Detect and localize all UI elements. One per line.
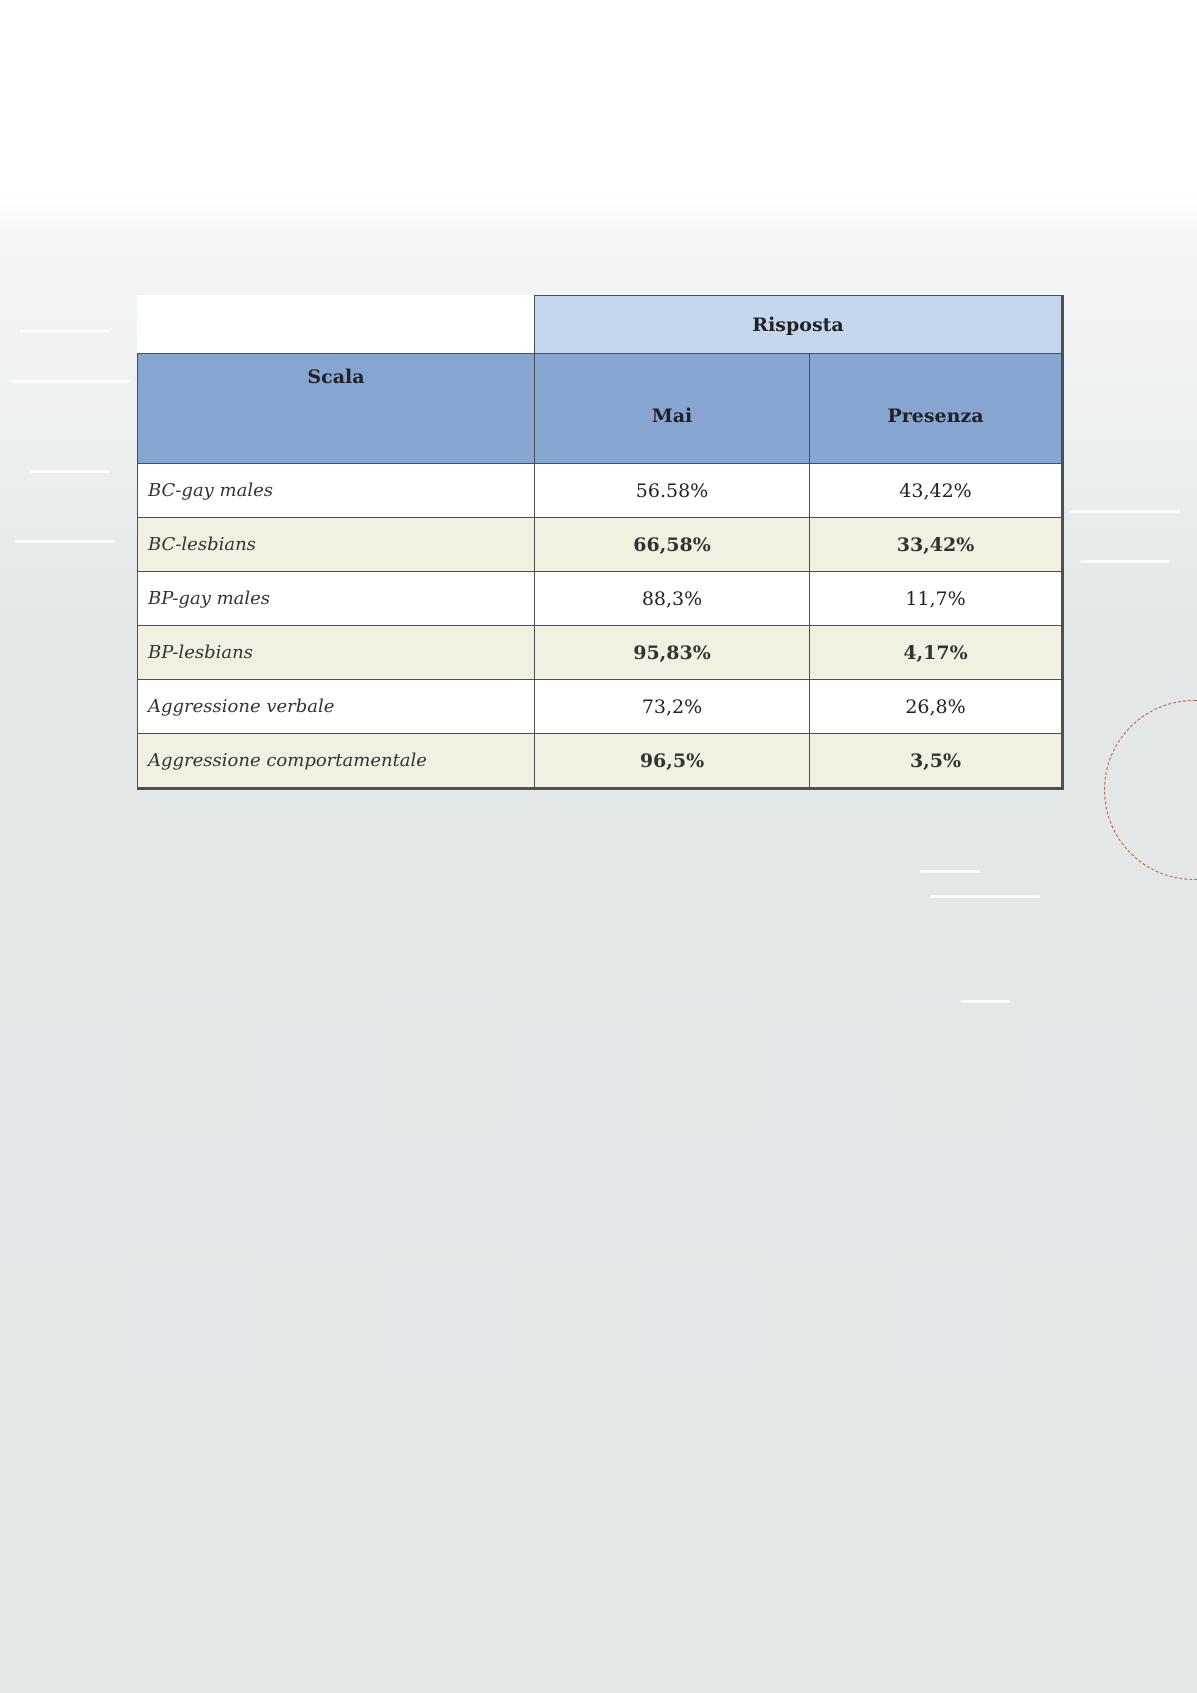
mai-value: 73,2% xyxy=(535,680,810,734)
table-row xyxy=(138,518,1063,572)
row-label: Aggressione verbale xyxy=(138,680,535,734)
header-presenza: Presenza xyxy=(810,354,1063,464)
brush-streak xyxy=(960,1000,1010,1003)
table-header-row xyxy=(138,354,1063,464)
brush-streak xyxy=(930,895,1040,898)
presenza-value: 26,8% xyxy=(810,680,1063,734)
presenza-value: 11,7% xyxy=(810,572,1063,626)
brush-streak xyxy=(30,470,110,473)
row-label: Aggressione comportamentale xyxy=(138,734,535,789)
results-table xyxy=(137,295,1064,790)
mai-value: 96,5% xyxy=(535,734,810,789)
row-label: BP-lesbians xyxy=(138,626,535,680)
brush-streak xyxy=(1080,560,1170,563)
brush-streak xyxy=(15,540,115,543)
mai-value: 56.58% xyxy=(535,464,810,518)
row-label: BP-gay males xyxy=(138,572,535,626)
table-row xyxy=(138,680,1063,734)
row-label: BC-lesbians xyxy=(138,518,535,572)
brush-streak xyxy=(20,330,110,333)
table-row xyxy=(138,572,1063,626)
mai-value: 95,83% xyxy=(535,626,810,680)
presenza-value: 43,42% xyxy=(810,464,1063,518)
header-mai: Mai xyxy=(535,354,810,464)
header-scala: Scala xyxy=(138,354,535,464)
mai-value: 88,3% xyxy=(535,572,810,626)
table-row xyxy=(138,464,1063,518)
brush-streak xyxy=(920,870,980,873)
presenza-value: 4,17% xyxy=(810,626,1063,680)
table-row xyxy=(138,734,1063,789)
row-label: BC-gay males xyxy=(138,464,535,518)
presenza-value: 33,42% xyxy=(810,518,1063,572)
table-row xyxy=(138,626,1063,680)
mai-value: 66,58% xyxy=(535,518,810,572)
presenza-value: 3,5% xyxy=(810,734,1063,789)
brush-streak xyxy=(10,380,130,383)
table-empty-cell xyxy=(138,296,535,354)
table-group-header-row xyxy=(138,296,1063,354)
brush-streak xyxy=(1070,510,1180,513)
group-header-risposta: Risposta xyxy=(535,296,1063,354)
